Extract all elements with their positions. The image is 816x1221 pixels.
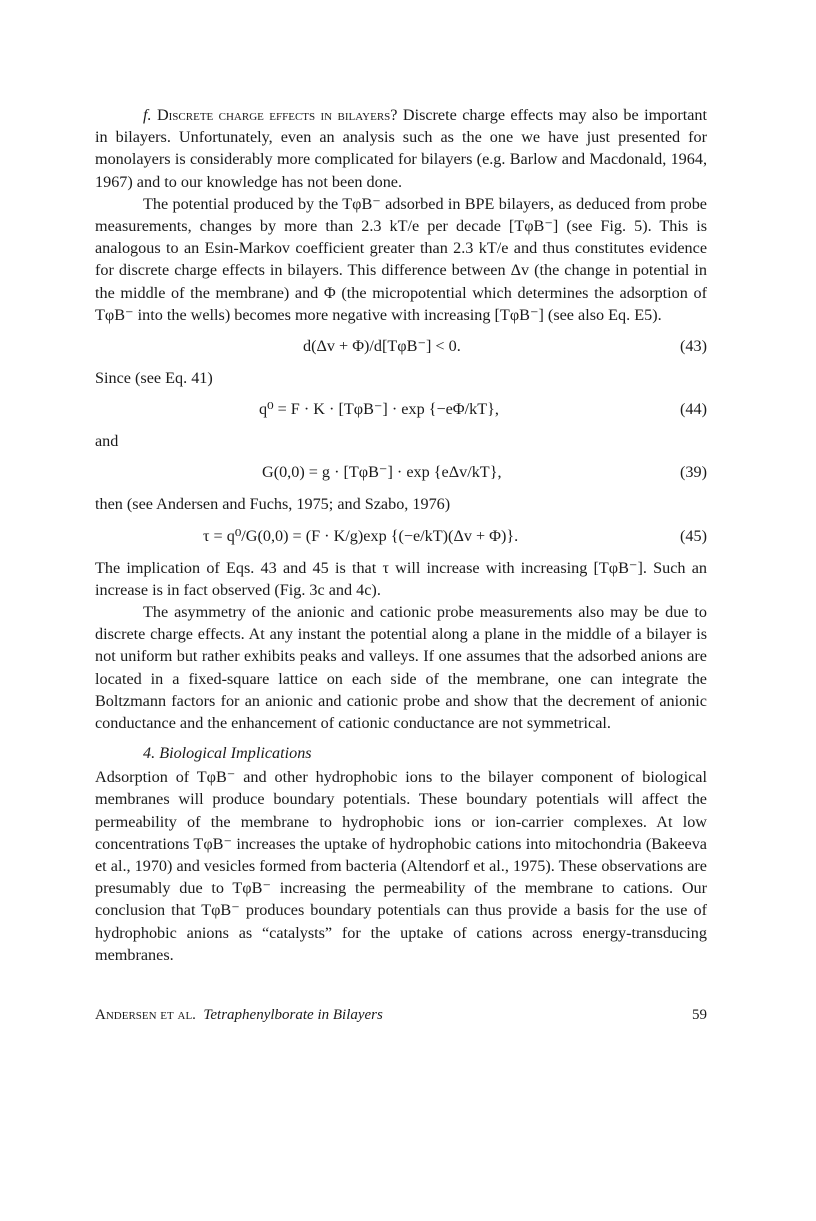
equation-43-expr: d(Δv + Φ)/d[TφB⁻] < 0.	[303, 337, 461, 356]
paragraph-implication: The implication of Eqs. 43 and 45 is that τ will increase with increasing [TφB⁻]. Such an increase is in fact observed (Fig. 3c and 4c).	[95, 558, 707, 599]
paragraph-biological: Adsorption of TφB⁻ and other hydrophobic ions to the bilayer component of biological membranes will produce boundary potentials. These boundary potentials will affect the permeability of the membrane to hydrophobic ions or ion-carrier complexes. At low concentrations TφB⁻ increases the uptake of hydrophobic cations into mitochondria (Bakeeva et al., 1970) and vesicles formed from bacteria (Altendorf et al., 1975). These observations are presumably due to TφB⁻ increasing the permeability of the membrane to cations. Our conclusion that TφB⁻ produces boundary potentials can thus provide a basis for the use of hydrophobic anions as “catalysts” for the uptake of cations across energy-transducing membranes.	[95, 768, 707, 964]
equation-39-expr: G(0,0) = g · [TφB⁻] · exp {eΔv/kT},	[262, 463, 502, 482]
page-body	[95, 104, 707, 966]
section-f-text: Discrete charge effects may also be important in bilayers. Unfortunately, even an analysis such as the one we have just presented for monolayers is considerably more complicated for bilayers (e.g. Barlow and Macdonald, 1964, 1967) and to our knowledge has not been done.	[95, 106, 708, 191]
paragraph-potential: The potential produced by the TφB⁻ adsorbed in BPE bilayers, as deduced from probe measurements, changes by more than 2.3 kT/e per decade [TφB⁻] (see Fig. 5). This is analogous to an Esin-Markov coefficient greater than 2.3 kT/e and thus constitutes evidence for discrete charge effects in bilayers. This difference between Δv (the change in potential in the middle of the membrane) and Φ (the micropotential which determines the adsorption of TφB⁻ into the wells) becomes more negative with increasing [TφB⁻] (see also Eq. E5).	[95, 194, 707, 324]
text-then: then (see Andersen and Fuchs, 1975; and Szabo, 1976)	[95, 495, 451, 514]
footer-title: Tetraphenylborate in Bilayers	[203, 1007, 383, 1023]
equation-43	[95, 335, 707, 357]
equation-44-expr: q⁰ = F · K · [TφB⁻] · exp {−eΦ/kT},	[259, 400, 499, 419]
section-f-heading: Discrete charge effects in bilayers?	[156, 106, 398, 124]
equation-39-number: (39)	[680, 463, 707, 482]
section-f-paragraph	[95, 104, 707, 193]
equation-45-number: (45)	[680, 526, 707, 545]
section-4-heading: 4. Biological Implications	[143, 744, 312, 763]
footer-running-head	[95, 1007, 383, 1024]
text-since: Since (see Eq. 41)	[95, 369, 213, 388]
text-and: and	[95, 432, 119, 451]
equation-45-expr: τ = q⁰/G(0,0) = (F · K/g)exp {(−e/kT)(Δv + Φ)}.	[203, 526, 519, 545]
page-number: 59	[692, 1007, 707, 1023]
equation-44-number: (44)	[680, 400, 707, 419]
section-f-label: f.	[143, 106, 152, 124]
paragraph-asymmetry: The asymmetry of the anionic and cationic probe measurements also may be due to discrete charge effects. At any instant the potential along a plane in the middle of a bilayer is not uniform but rather exhibits peaks and valleys. If one assumes that the adsorbed anions are located in a fixed-square lattice on each side of the membrane, one can integrate the Boltzmann factors for an anionic and cationic probe and show that the decrement of anionic conductance and the enhancement of cationic conductance are not symmetrical.	[95, 603, 707, 733]
equation-43-number: (43)	[680, 337, 707, 356]
equation-45	[95, 525, 707, 547]
equation-39	[95, 461, 707, 483]
equation-44	[95, 398, 707, 420]
footer-authors: Andersen et al.	[95, 1007, 196, 1023]
